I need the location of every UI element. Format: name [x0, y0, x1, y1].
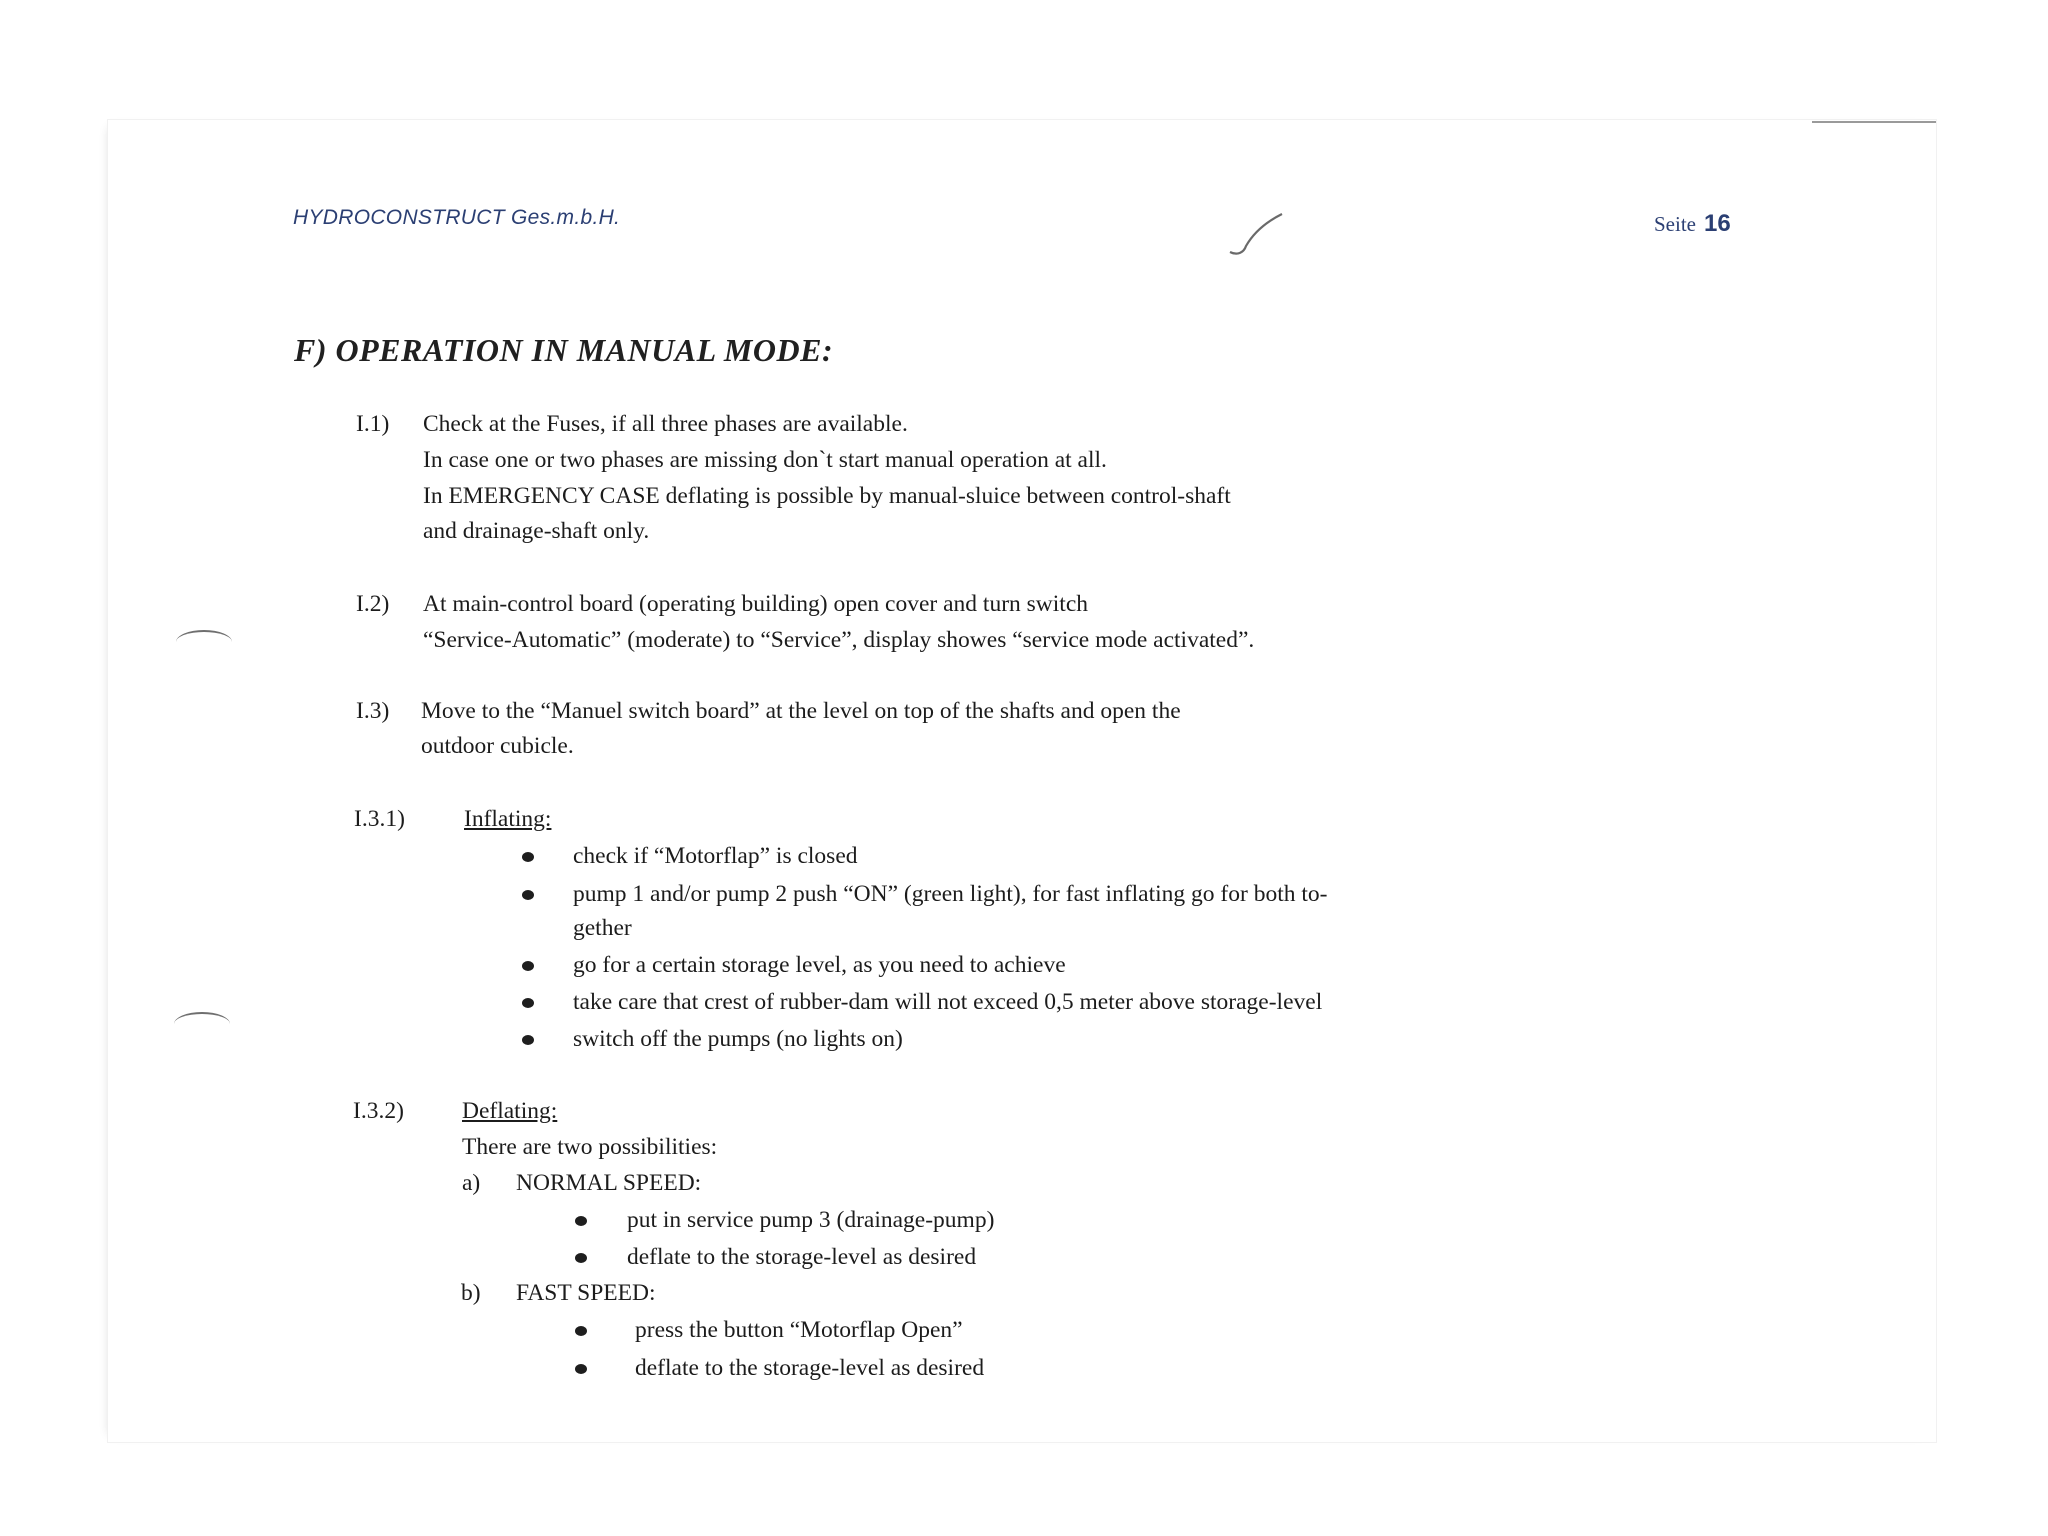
bullet-item: switch off the pumps (no lights on): [573, 1026, 903, 1052]
step-text-line: and drainage-shaft only.: [423, 518, 650, 544]
substep-number: I.3.2): [353, 1098, 404, 1124]
punch-hole-mark: [176, 630, 232, 654]
bullet-item: pump 1 and/or pump 2 push “ON” (green light), for fast inflating go for both to-: [573, 881, 1328, 907]
company-name: HYDROCONSTRUCT Ges.m.b.H.: [293, 206, 621, 229]
step-text-line: outdoor cubicle.: [421, 733, 574, 759]
check-mark-icon: [1228, 212, 1284, 260]
bullet-icon: [522, 852, 534, 862]
page-label: Seite: [1654, 212, 1696, 236]
punch-hole-mark: [174, 1012, 230, 1036]
bullet-icon: [575, 1364, 587, 1374]
step-text-line: Move to the “Manuel switch board” at the level on top of the shafts and open the: [421, 698, 1181, 724]
option-label: NORMAL SPEED:: [516, 1170, 702, 1196]
bullet-item: deflate to the storage-level as desired: [627, 1244, 977, 1270]
bullet-item: put in service pump 3 (drainage-pump): [627, 1207, 995, 1233]
bullet-item: deflate to the storage-level as desired: [635, 1355, 985, 1381]
step-text-line: At main-control board (operating building) open cover and turn switch: [423, 591, 1088, 617]
bullet-icon: [575, 1216, 587, 1226]
page-indicator: [1654, 210, 1731, 238]
page-edge-line: [1812, 121, 1936, 123]
option-label: FAST SPEED:: [516, 1280, 656, 1306]
step-text-line: In EMERGENCY CASE deflating is possible by manual-sluice between control-shaft: [423, 483, 1231, 509]
bullet-item: go for a certain storage level, as you need to achieve: [573, 952, 1066, 978]
bullet-item: press the button “Motorflap Open”: [635, 1317, 963, 1343]
bullet-icon: [575, 1253, 587, 1263]
substep-number: I.3.1): [354, 806, 405, 832]
step-number: I.3): [356, 698, 390, 724]
scanned-page: [108, 120, 1936, 1442]
substep-heading: Deflating:: [462, 1098, 558, 1124]
substep-intro: There are two possibilities:: [462, 1134, 718, 1160]
step-text-line: In case one or two phases are missing don`t start manual operation at all.: [423, 447, 1107, 473]
step-number: I.2): [356, 591, 390, 617]
option-marker: b): [461, 1280, 481, 1306]
bullet-icon: [522, 961, 534, 971]
bullet-item: take care that crest of rubber-dam will not exceed 0,5 meter above storage-level: [573, 989, 1323, 1015]
bullet-icon: [522, 1035, 534, 1045]
step-text-line: “Service-Automatic” (moderate) to “Service”, display showes “service mode activated”.: [423, 627, 1255, 653]
step-number: I.1): [356, 411, 390, 437]
bullet-item: check if “Motorflap” is closed: [573, 843, 858, 869]
bullet-icon: [575, 1326, 587, 1336]
substep-heading: Inflating:: [464, 806, 552, 832]
bullet-item-continuation: gether: [573, 915, 632, 941]
option-marker: a): [462, 1170, 481, 1196]
step-text-line: Check at the Fuses, if all three phases are available.: [423, 411, 908, 437]
section-title: F) OPERATION IN MANUAL MODE:: [294, 332, 834, 368]
bullet-icon: [522, 890, 534, 900]
bullet-icon: [522, 998, 534, 1008]
page-number: 16: [1704, 210, 1731, 237]
